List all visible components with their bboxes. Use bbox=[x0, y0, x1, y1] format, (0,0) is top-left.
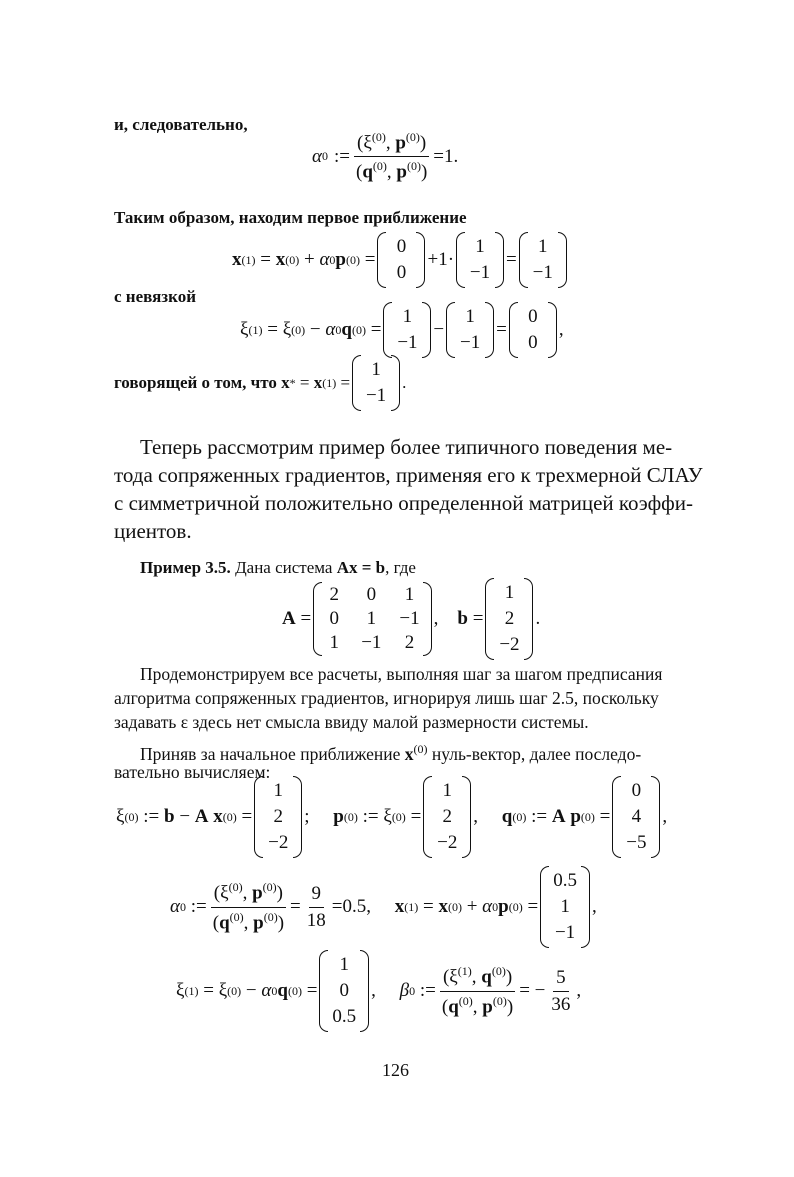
paragraph-line: с симметричной положительно определенной матрицей коэффи- bbox=[114, 491, 693, 515]
demo-line: задавать ε здесь нет смысла ввиду малой размерности системы. bbox=[114, 712, 589, 732]
alpha0-x1-row: α 0 := $\frac{(\xi^{(0)}, p^{(0)})}{(q^{(0)}, p^{(0)})}$ = $\frac{9}{18}$ = 0.5 , x (1) = x (0) + α 0 p (0) = 0.5 1 −1 , bbox=[170, 866, 597, 948]
x1-formula: x (1) = x (0) + α 0 p (0) = 0 0 + 1 · 1 −1 = 1 −1 bbox=[232, 232, 569, 288]
paragraph-line: циентов. bbox=[114, 519, 192, 543]
page-number: 126 bbox=[382, 1060, 409, 1080]
residual-text: с невязкой bbox=[114, 287, 196, 306]
init-line: вательно вычисляем: bbox=[114, 762, 271, 782]
intro-line: и, следовательно, bbox=[114, 115, 248, 134]
paragraph-line: тода сопряженных градиентов, применяя его к трехмерной СЛАУ bbox=[114, 463, 703, 487]
alpha0-formula: α 0 := $\frac{(\xi^{(0)}, p^{(0)})}{(q^{(0)}, p^{(0)})}$ = 1 . bbox=[312, 130, 459, 183]
system-matrices: A = 2 0 1 0 1 −1 1 −1 2 , b = 1 2 −2 . bbox=[282, 578, 540, 660]
example-title: Пример 3.5. Дана система Ax = b, где bbox=[140, 558, 416, 577]
first-approx-text: Таким образом, находим первое приближение bbox=[114, 208, 467, 227]
initial-vectors: ξ (0) := b − A x (0) = 1 2 −2 ; p (0) := ξ (0) = 1 2 −2 , q (0) := A p (0) = 0 4 −5 , bbox=[116, 776, 667, 858]
demo-line: алгоритма сопряженных градиентов, игнорируя лишь шаг 2.5, поскольку bbox=[114, 688, 659, 708]
paragraph-line: Теперь рассмотрим пример более типичного поведения ме- bbox=[140, 435, 673, 459]
demo-line: Продемонстрируем все расчеты, выполняя шаг за шагом предписания bbox=[140, 664, 663, 684]
conclusion-line: говорящей о том, что x * = x (1) = 1 −1 . bbox=[114, 355, 406, 411]
xi1-formula: ξ (1) = ξ (0) − α 0 q (0) = 1 −1 − 1 −1 = 0 0 , bbox=[240, 302, 564, 358]
xi1-beta0-row: ξ (1) = ξ (0) − α 0 q (0) = 1 0 0.5 , β 0 := $\frac{(\xi^{(1)}, q^{(0)})}{(q^{(0)}, p^{(0)})}$ = − $\frac{5}{36}$ , bbox=[176, 950, 581, 1032]
init-line: Приняв за начальное приближение $x^{(0)}$ нуль-вектор, далее последо- bbox=[140, 742, 642, 764]
